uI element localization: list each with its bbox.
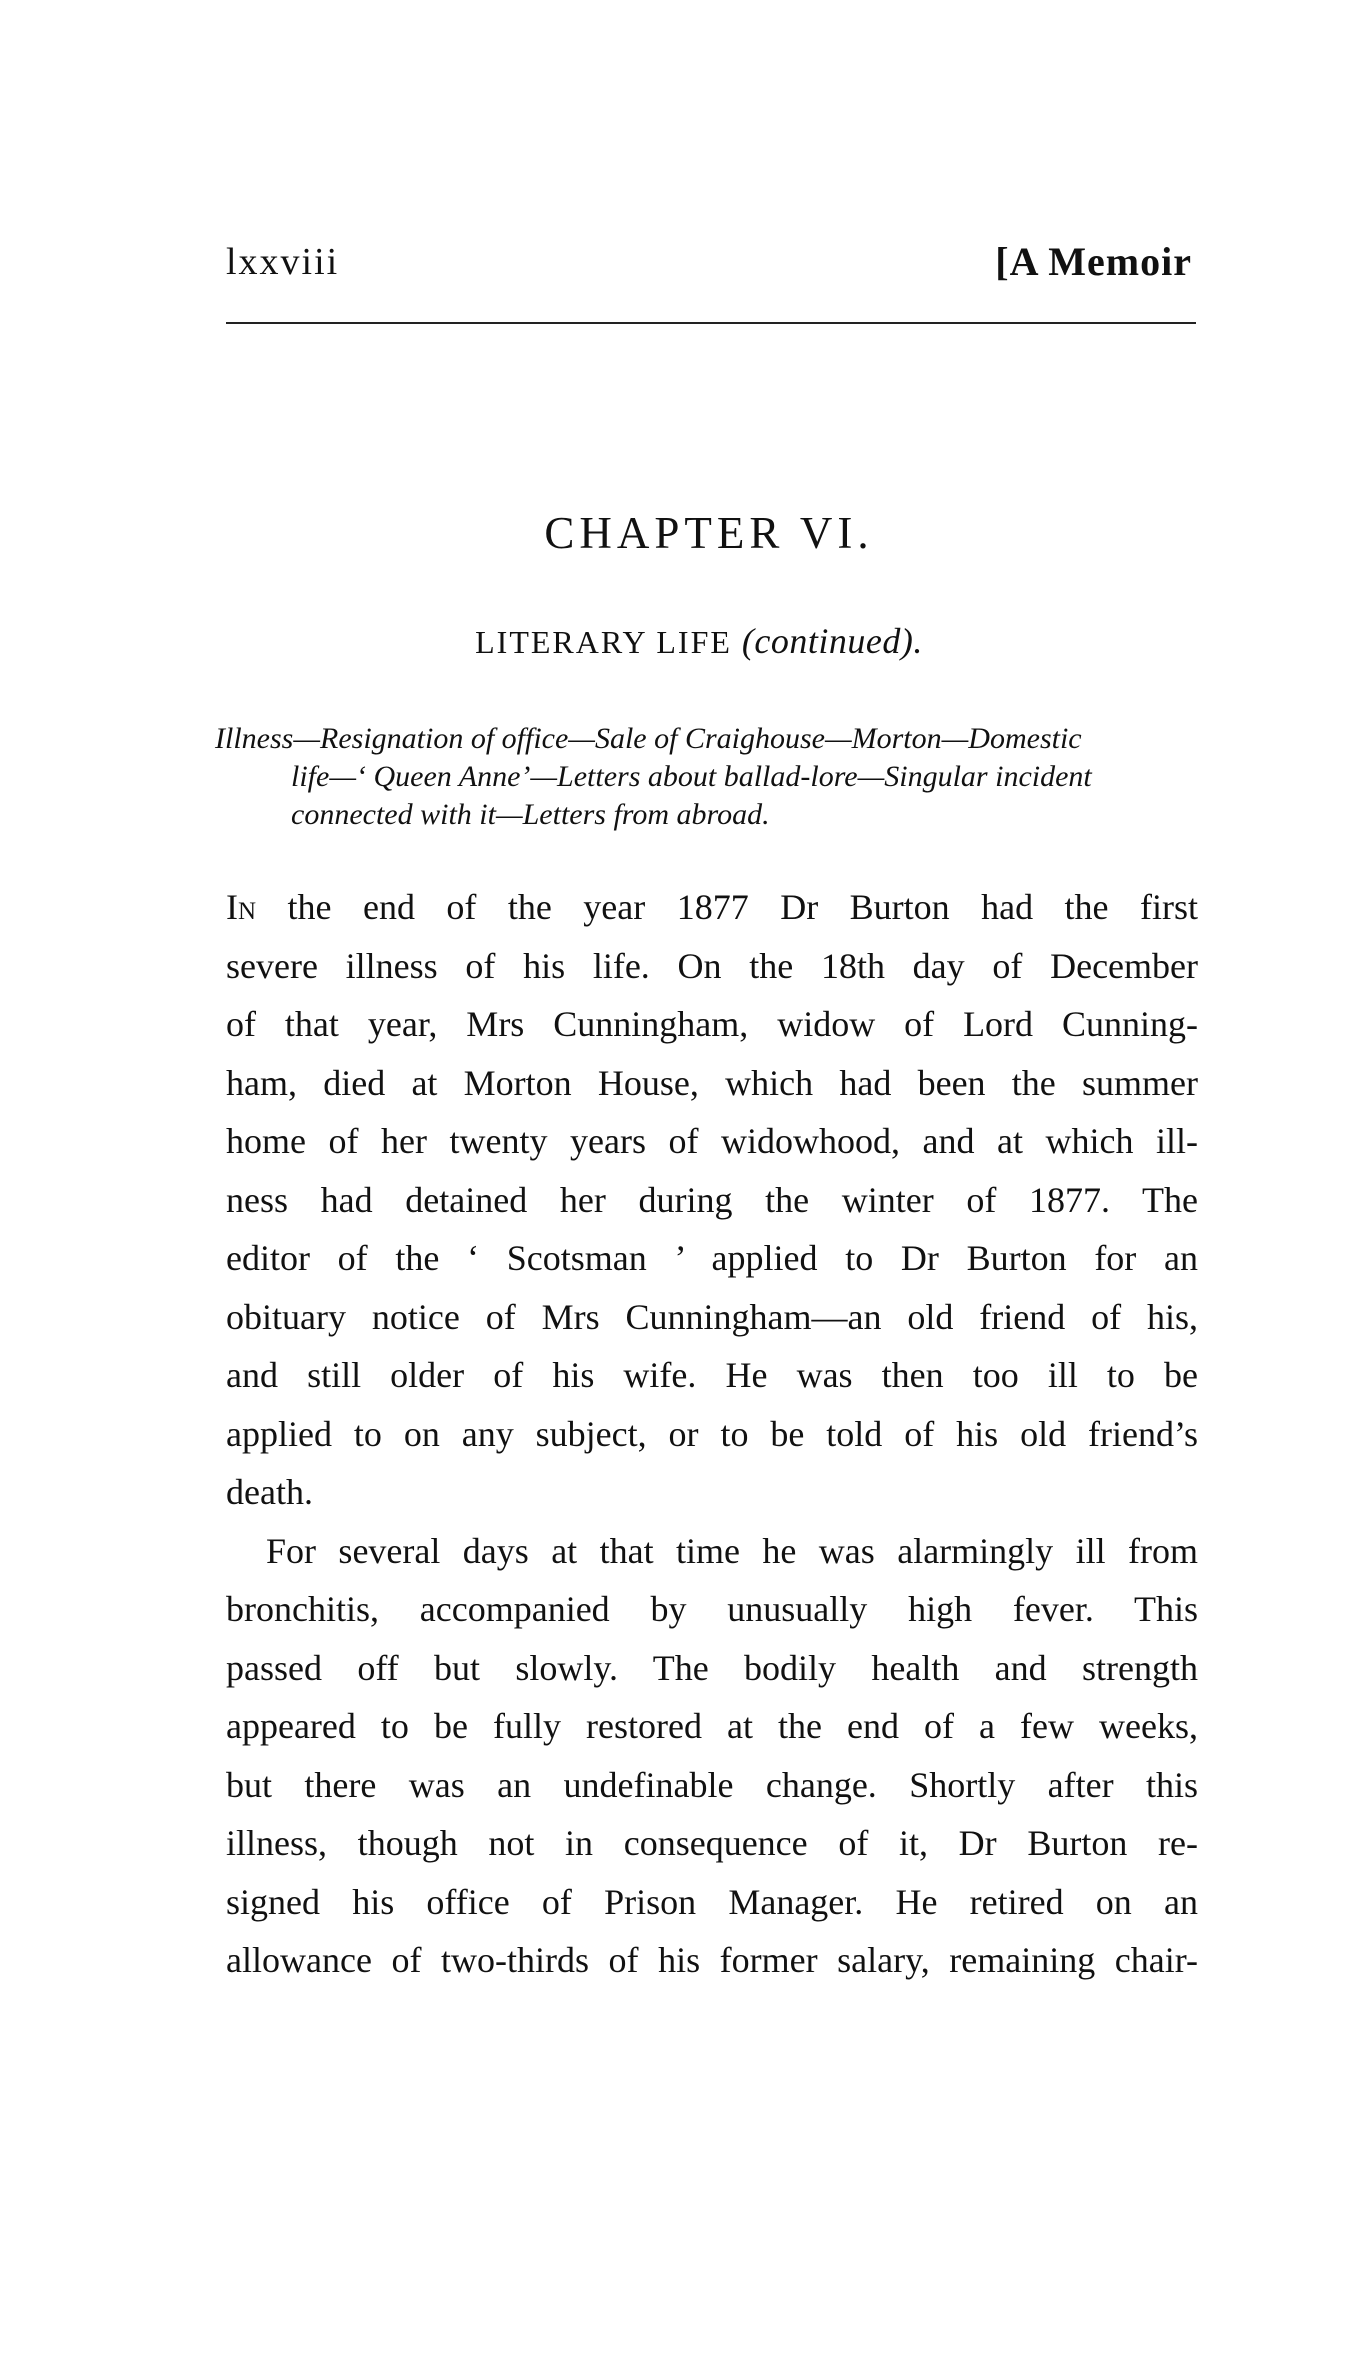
header-rule: [226, 322, 1196, 324]
text-line: allowance of two-thirds of his former salary, remaining chair-: [226, 1940, 1198, 1980]
page-number: lxxviii: [226, 241, 340, 283]
text-line: of that year, Mrs Cunningham, widow of Lord Cunning-: [226, 1004, 1198, 1044]
text-line: passed off but slowly. The bodily health and strength: [226, 1647, 1198, 1688]
section-title-note: (continued).: [741, 621, 923, 661]
text-line-content: the end of the year 1877 Dr Burton had the first: [256, 887, 1198, 927]
text-line: home of her twenty years of widowhood, and at which ill-: [226, 1121, 1198, 1161]
section-title: [0, 620, 1371, 663]
synopsis-line: life—‘ Queen Anne’—Letters about ballad-lore—Singular incident: [291, 760, 1092, 793]
text-line: severe illness of his life. On the 18th day of December: [226, 945, 1198, 986]
text-line: bronchitis, accompanied by unusually high fever. This: [226, 1589, 1198, 1629]
chapter-title: CHAPTER VI.: [544, 508, 874, 558]
chapter-synopsis: [215, 720, 1205, 834]
text-line: signed his office of Prison Manager. He retired on an: [226, 1881, 1198, 1922]
text-line: For several days at that time he was alarmingly ill from: [266, 1530, 1198, 1571]
running-head: [226, 240, 1196, 300]
text-line: [226, 878, 1198, 937]
drop-word: In: [226, 887, 257, 927]
text-line: illness, though not in consequence of it, Dr Burton re-: [226, 1823, 1198, 1863]
paragraph-1: [226, 878, 1198, 1522]
text-line: obituary notice of Mrs Cunningham—an old friend of his,: [226, 1296, 1198, 1337]
text-line: and still older of his wife. He was then too ill to be: [226, 1355, 1198, 1395]
synopsis-line: Illness—Resignation of office—Sale of Craighouse—Morton—Domestic: [215, 722, 1082, 755]
paragraph-2: [226, 1522, 1198, 1990]
text-line: applied to on any subject, or to be told of his old friend’s: [226, 1413, 1198, 1454]
text-line: death.: [226, 1472, 313, 1512]
text-line: ham, died at Morton House, which had been the summer: [226, 1062, 1198, 1103]
synopsis-line: connected with it—Letters from abroad.: [291, 798, 770, 831]
section-title-text: LITERARY LIFE: [475, 624, 732, 660]
text-line: appeared to be fully restored at the end of a few weeks,: [226, 1706, 1198, 1746]
text-line: editor of the ‘ Scotsman ’ applied to Dr Burton for an: [226, 1238, 1198, 1278]
text-line: but there was an undefinable change. Shortly after this: [226, 1764, 1198, 1805]
text-line: ness had detained her during the winter of 1877. The: [226, 1179, 1198, 1220]
body-text: [226, 878, 1198, 1990]
running-title: [A Memoir: [995, 239, 1192, 284]
